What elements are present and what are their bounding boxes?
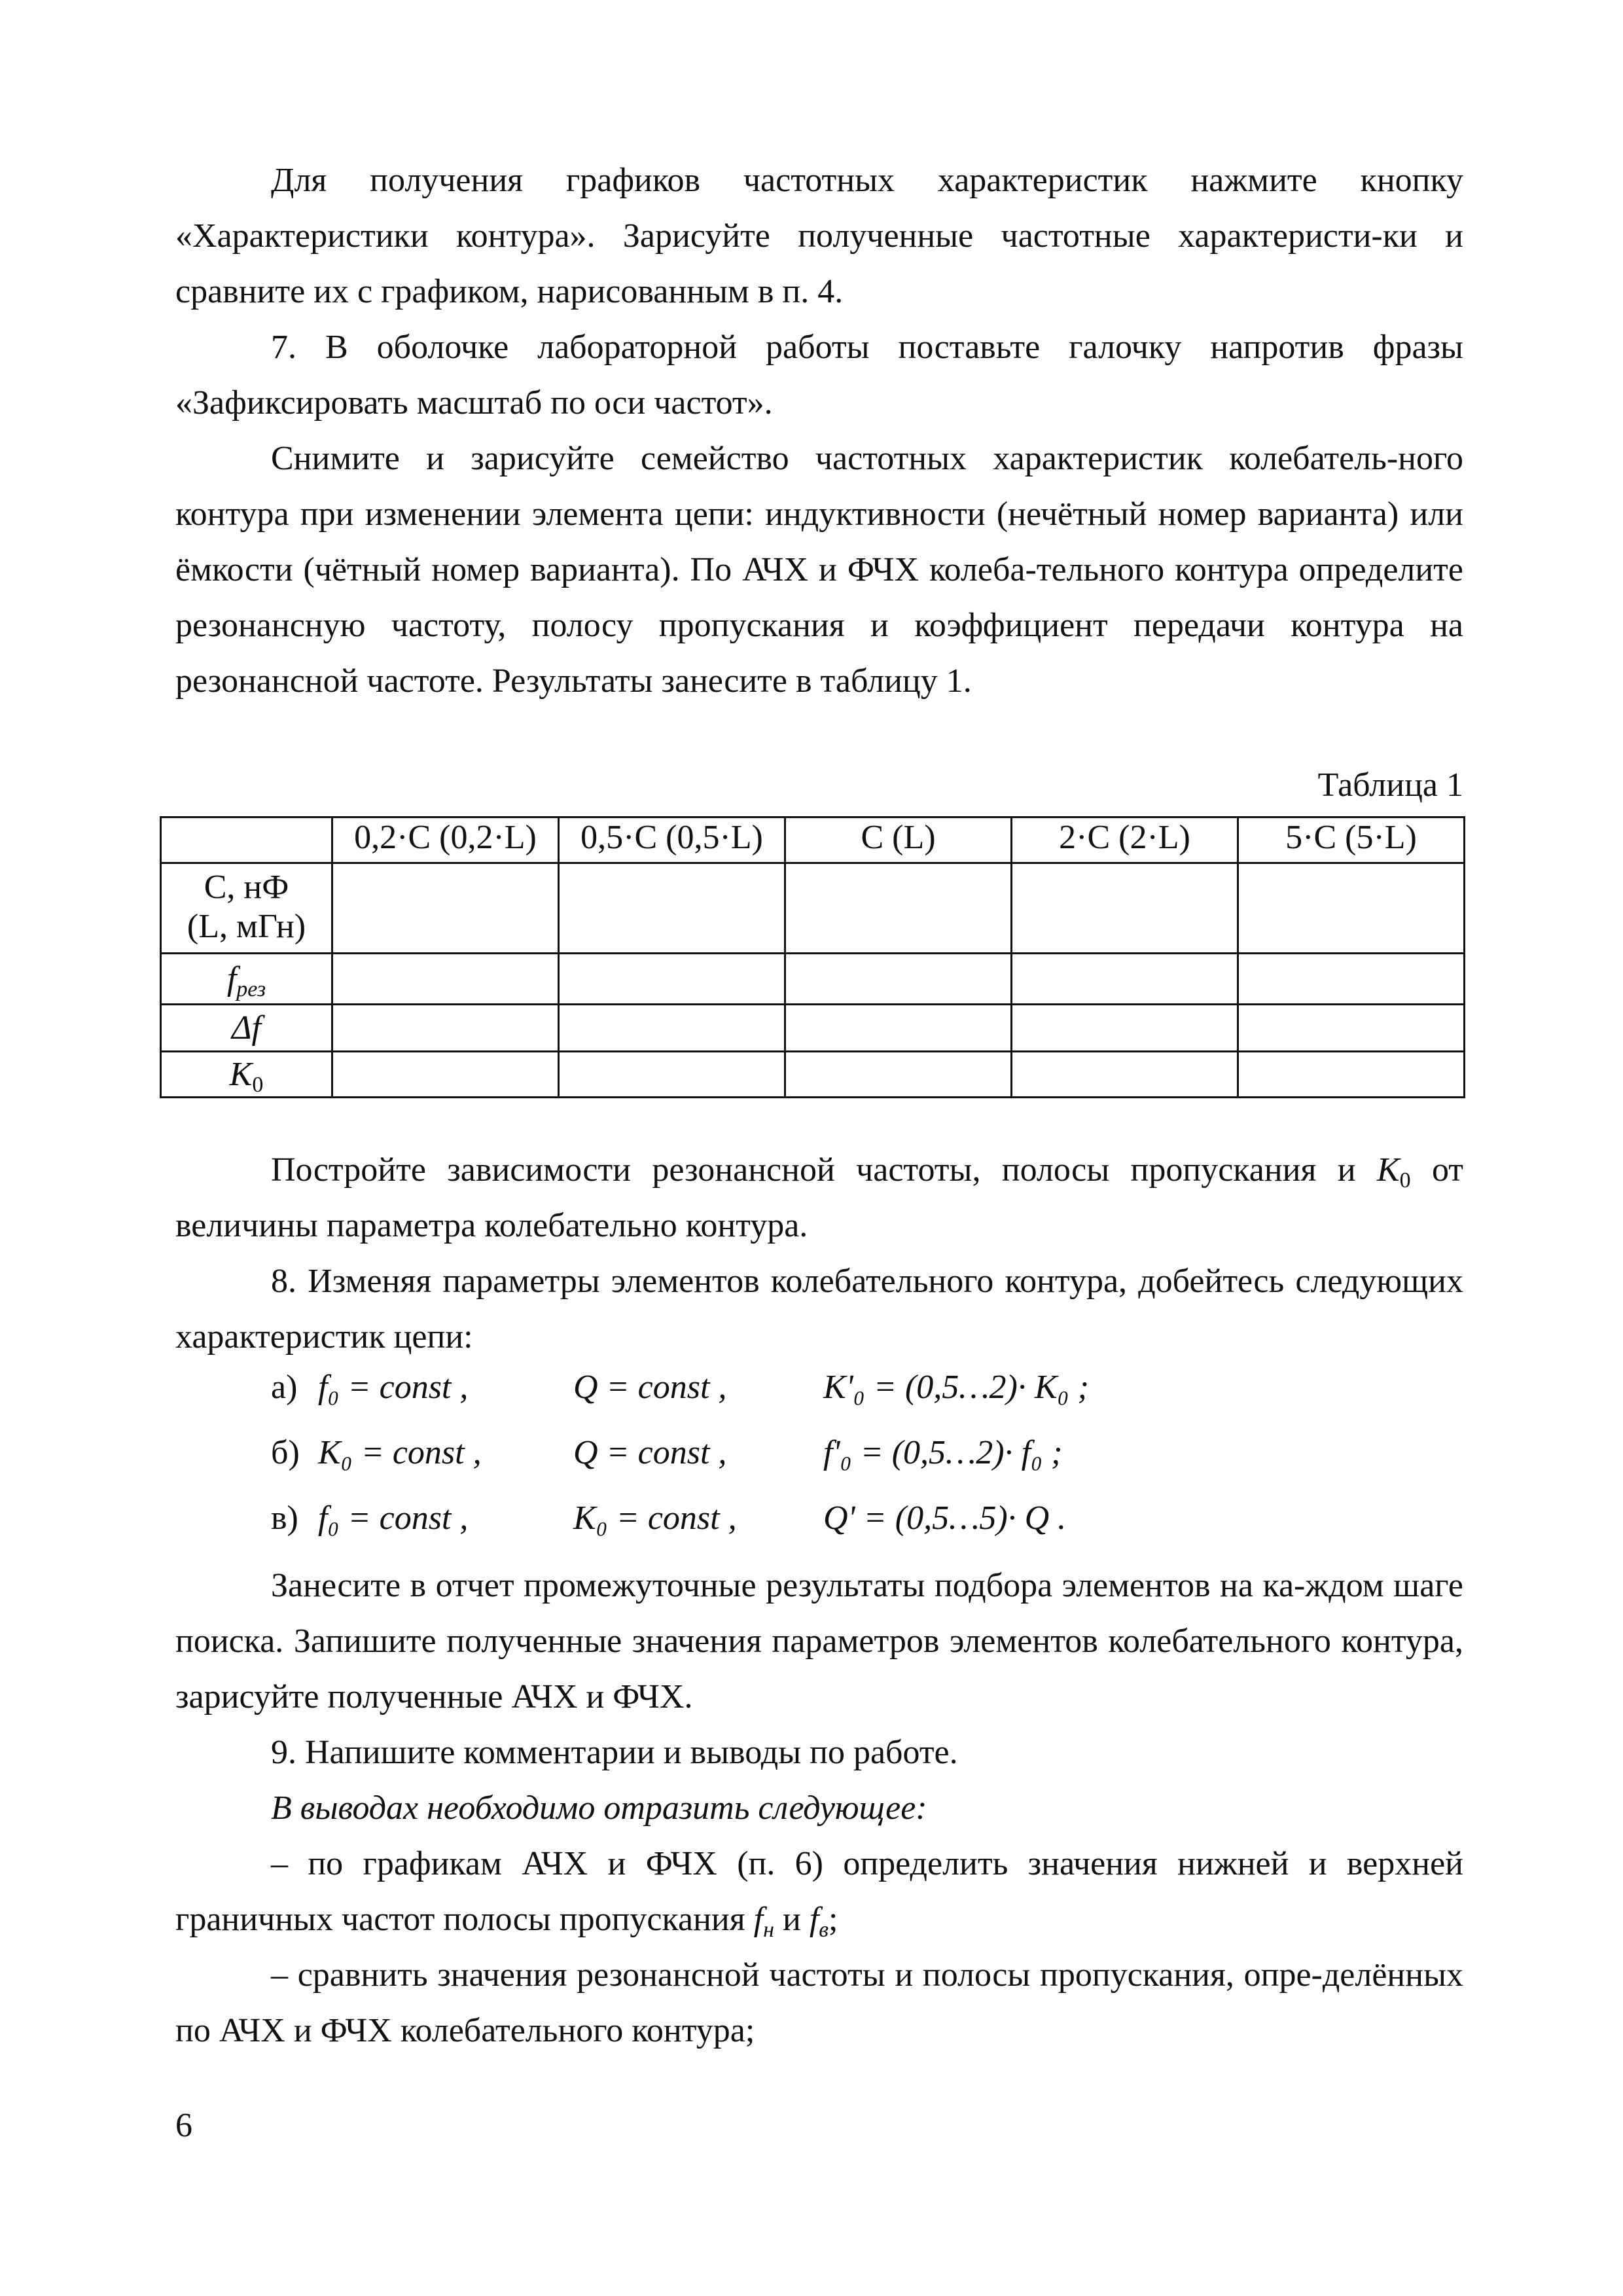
table-cell bbox=[332, 1052, 559, 1098]
paragraph-report: Занесите в отчет промежуточные результаты подбора элементов на ка-ждом шаге поиска. Запишите полученные значения параметров элементов колебательного контура, зарисуйте полученные АЧХ и ФЧХ. bbox=[175, 1567, 1463, 1715]
table-cell bbox=[1012, 1005, 1238, 1052]
results-table bbox=[160, 816, 1465, 1098]
paragraph-family: Снимите и зарисуйте семейство частотных характеристик колебатель-ного контура при изменении элемента цепи: индуктивности (нечётный номер варианта) или ёмкости (чётный номер варианта). По АЧХ и ФЧХ колеба-тельного контура определите резонансную частоту, полосу пропускания и коэффициент передачи контура на резонансной частоте. Результаты занесите в таблицу 1. bbox=[175, 440, 1463, 700]
paragraph-bullet-2: – сравнить значения резонансной частоты и полосы пропускания, опре-делённых по АЧХ и ФЧХ колебательного контура; bbox=[175, 1956, 1463, 2049]
table-header-row bbox=[161, 817, 1465, 863]
paragraph-conclusions-heading: В выводах необходимо отразить следующее: bbox=[271, 1789, 927, 1827]
paragraph-bullet-1: – по графикам АЧХ и ФЧХ (п. 6) определить значения нижней и верхней граничных частот полосы пропускания $f_н$ и $f_в$; bbox=[175, 1845, 1463, 1942]
row-label-capacitance bbox=[161, 863, 332, 954]
formula-a-1: f₀ = const , bbox=[318, 1369, 469, 1406]
table-title: Таблица 1 bbox=[1317, 766, 1463, 804]
formula-label-c: в) bbox=[271, 1499, 298, 1537]
after-table-block bbox=[175, 1142, 1463, 1365]
table-cell bbox=[1012, 863, 1238, 954]
table-cell bbox=[1238, 1052, 1465, 1098]
formula-b-2: Q = const , bbox=[573, 1434, 727, 1471]
header-05c: 0,5·C (0,5·L) bbox=[559, 817, 785, 863]
table-cell bbox=[1012, 1052, 1238, 1098]
formula-c-3: Q' = (0,5…5)· Q . bbox=[823, 1499, 1067, 1537]
table-row bbox=[161, 1052, 1465, 1098]
table-cell bbox=[1238, 1005, 1465, 1052]
table-cell bbox=[785, 1052, 1012, 1098]
formula-label-a: а) bbox=[271, 1369, 298, 1406]
row-label-fres: $f_{рез}$ bbox=[161, 954, 332, 1005]
header-corner bbox=[161, 817, 332, 863]
table-cell bbox=[559, 1052, 785, 1098]
formula-label-b: б) bbox=[271, 1434, 300, 1471]
header-5c: 5·C (5·L) bbox=[1238, 817, 1465, 863]
table-cell bbox=[332, 954, 559, 1005]
row-label-line2: (L, мГн) bbox=[187, 908, 306, 945]
table-cell bbox=[1238, 954, 1465, 1005]
table-cell bbox=[559, 954, 785, 1005]
formula-b-1: K₀ = const , bbox=[318, 1434, 482, 1471]
formula-a-3: K'₀ = (0,5…2)· K₀ ; bbox=[823, 1369, 1089, 1406]
table-cell bbox=[559, 863, 785, 954]
table-cell bbox=[785, 863, 1012, 954]
table-row bbox=[161, 1005, 1465, 1052]
table-cell bbox=[785, 1005, 1012, 1052]
header-c: C (L) bbox=[785, 817, 1012, 863]
table-cell bbox=[785, 954, 1012, 1005]
table-cell bbox=[1012, 954, 1238, 1005]
header-2c: 2·C (2·L) bbox=[1012, 817, 1238, 863]
table-cell bbox=[332, 1005, 559, 1052]
table-cell bbox=[559, 1005, 785, 1052]
paragraph-step-7: 7. В оболочке лабораторной работы поставьте галочку напротив фразы «Зафиксировать масштаб по оси частот». bbox=[175, 329, 1463, 422]
formula-a-2: Q = const , bbox=[573, 1369, 727, 1406]
row-label-k0: $K_0$ bbox=[161, 1052, 332, 1098]
formula-c-2: K₀ = const , bbox=[573, 1499, 737, 1537]
paragraph-dependencies: Постройте зависимости резонансной частоты, полосы пропускания и $K_0$ от величины параметра колебательно контура. bbox=[175, 1151, 1463, 1244]
table-row bbox=[161, 863, 1465, 954]
header-02c: 0,2·C (0,2·L) bbox=[332, 817, 559, 863]
row-label-df: Δf bbox=[161, 1005, 332, 1052]
formula-b-3: f'₀ = (0,5…2)· f₀ ; bbox=[823, 1434, 1063, 1471]
paragraph-step-8: 8. Изменяя параметры элементов колебательного контура, добейтесь следующих характеристик цепи: bbox=[175, 1263, 1463, 1355]
formula-c-1: f₀ = const , bbox=[318, 1499, 469, 1537]
row-label-line1: C, нФ bbox=[204, 869, 289, 906]
paragraph-step-9: 9. Напишите комментарии и выводы по работе. bbox=[271, 1734, 958, 1771]
page-number: 6 bbox=[175, 2107, 192, 2144]
paragraph-characteristics: Для получения графиков частотных характеристик нажмите кнопку «Характеристики контура». Зарисуйте полученные частотные характеристи-ки и сравните их с графиком, нарисованным в п. 4. bbox=[175, 162, 1463, 310]
table-cell bbox=[332, 863, 559, 954]
intro-block bbox=[175, 152, 1463, 709]
table-cell bbox=[1238, 863, 1465, 954]
closing-block bbox=[175, 1558, 1463, 2058]
table-row bbox=[161, 954, 1465, 1005]
